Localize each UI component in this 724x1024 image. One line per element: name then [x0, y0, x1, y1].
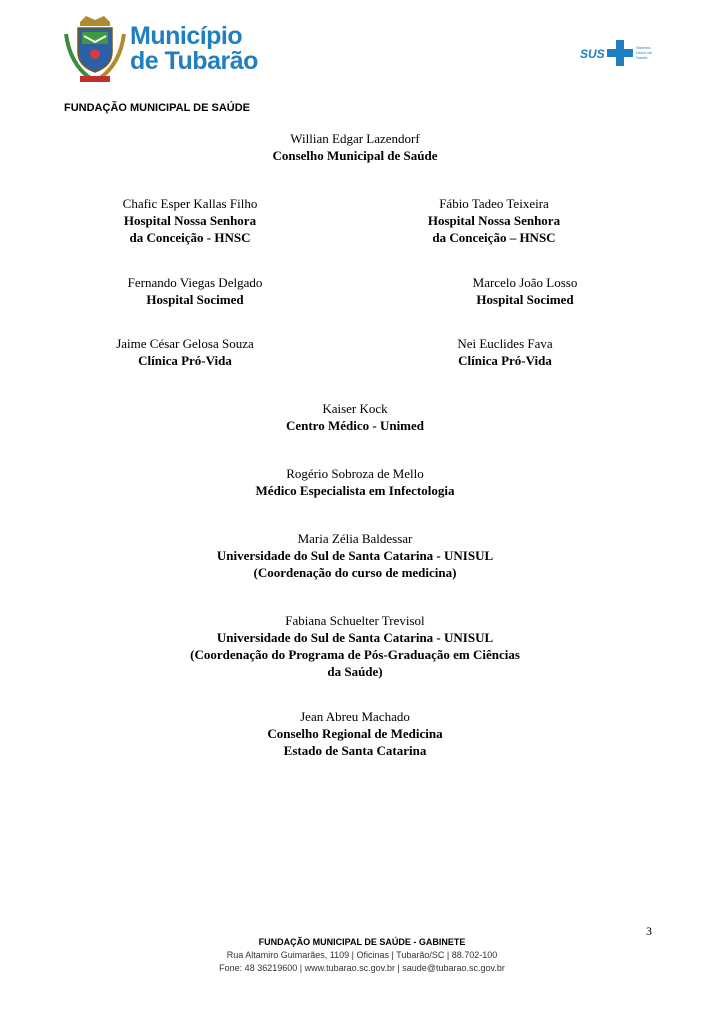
footer-address: Rua Altamiro Guimarães, 1109 | Oficinas | Tubarão/SC | 88.702-100 — [226, 950, 498, 960]
footer-contact: Fone: 48 36219600 | www.tubarao.sc.gov.br | saude@tubarao.sc.gov.br — [219, 963, 505, 973]
member-org: Hospital Nossa Senhora — [427, 213, 561, 228]
member-org: da Conceição – HNSC — [432, 230, 556, 245]
member-org: (Coordenação do Programa de Pós-Graduação em Ciências — [190, 647, 520, 662]
member-org: da Saúde) — [327, 664, 383, 679]
member-org: Universidade do Sul de Santa Catarina - UNISUL — [216, 548, 494, 563]
brand-line-1: Município — [130, 22, 243, 50]
municipality-brand — [130, 24, 258, 74]
member-name: Maria Zélia Baldessar — [297, 531, 413, 546]
member-name: Jean Abreu Machado — [300, 709, 410, 724]
member-block — [180, 400, 530, 434]
member-org: da Conceição - HNSC — [129, 230, 251, 245]
page-number: 3 — [646, 924, 652, 938]
member-name: Kaiser Kock — [322, 401, 388, 416]
member-name: Chafic Esper Kallas Filho — [122, 196, 258, 211]
member-org: Conselho Regional de Medicina — [267, 726, 443, 741]
member-name: Willian Edgar Lazendorf — [290, 131, 420, 146]
member-org: Conselho Municipal de Saúde — [272, 148, 438, 163]
member-org: Universidade do Sul de Santa Catarina - UNISUL — [216, 630, 494, 645]
member-name: Fabiana Schuelter Trevisol — [285, 613, 425, 628]
member-org: Estado de Santa Catarina — [283, 743, 427, 758]
member-org: Hospital Socimed — [146, 292, 244, 307]
member-block — [130, 530, 580, 581]
member-name: Nei Euclides Fava — [457, 336, 553, 351]
member-block — [130, 612, 580, 680]
footer-title: FUNDAÇÃO MUNICIPAL DE SAÚDE - GABINETE — [258, 937, 466, 947]
member-org: Hospital Socimed — [476, 292, 574, 307]
health-cross-icon — [607, 40, 633, 66]
member-block — [60, 195, 320, 246]
member-org: Hospital Nossa Senhora — [123, 213, 257, 228]
member-block — [364, 195, 624, 246]
member-block — [180, 465, 530, 499]
member-block — [180, 130, 530, 164]
member-name: Marcelo João Losso — [472, 275, 578, 290]
member-name: Fábio Tadeo Teixeira — [439, 196, 549, 211]
member-name: Jaime César Gelosa Souza — [116, 336, 254, 351]
member-org: Centro Médico - Unimed — [285, 418, 425, 433]
sus-label: SUS — [580, 47, 605, 61]
member-org: Médico Especialista em Infectologia — [255, 483, 455, 498]
foundation-title: FUNDAÇÃO MUNICIPAL DE SAÚDE — [64, 102, 250, 114]
member-block — [180, 708, 530, 759]
sus-subtitle: Sistema Único de Saúde — [636, 45, 652, 60]
member-block — [60, 335, 310, 369]
sus-logo — [580, 40, 650, 68]
brand-line-2: de Tubarão — [130, 47, 258, 75]
member-name: Rogério Sobroza de Mello — [286, 466, 424, 481]
member-org: Clínica Pró-Vida — [458, 353, 552, 368]
member-block — [60, 274, 330, 308]
member-org: Clínica Pró-Vida — [138, 353, 232, 368]
member-block — [390, 274, 660, 308]
member-block — [380, 335, 630, 369]
coat-of-arms-logo — [60, 14, 130, 84]
member-org: (Coordenação do curso de medicina) — [253, 565, 457, 580]
page-footer — [0, 936, 724, 975]
member-name: Fernando Viegas Delgado — [127, 275, 263, 290]
